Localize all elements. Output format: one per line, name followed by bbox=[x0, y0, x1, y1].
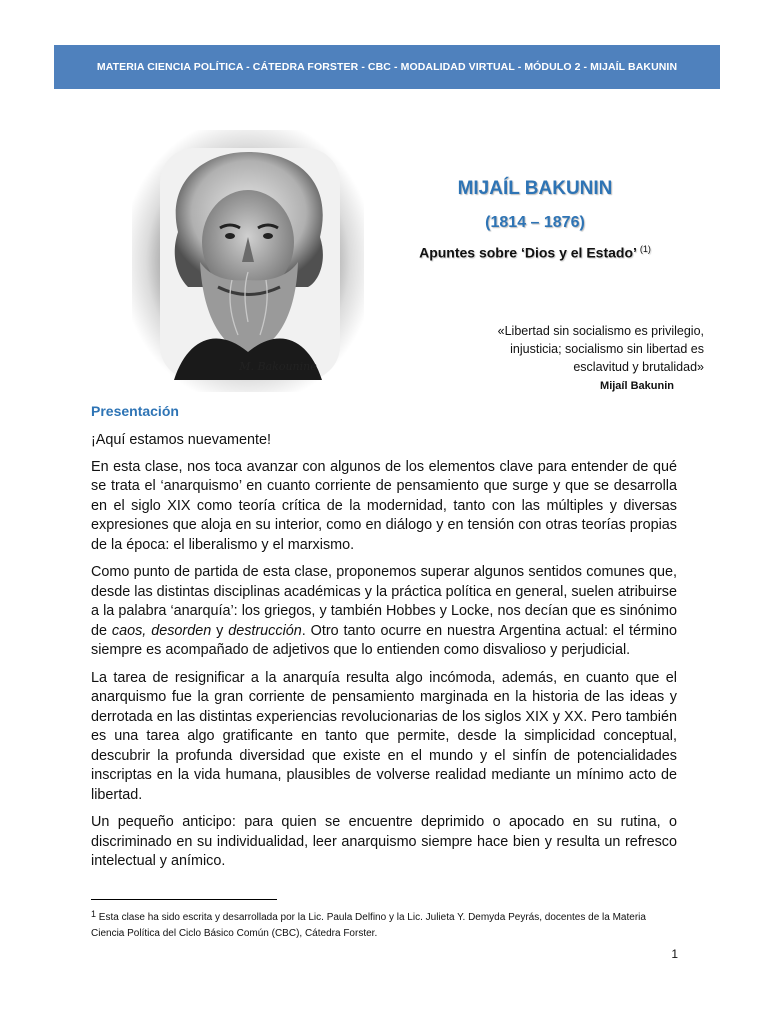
emphasis-text: caos, desorden bbox=[111, 622, 212, 639]
quote-line: injusticia; socialismo sin libertad es bbox=[510, 342, 704, 356]
paragraph-text: y bbox=[211, 622, 229, 639]
paragraph: Un pequeño anticipo: para quien se encuentre deprimido o apocado en su rutina, o discriminado en su individualidad, leer anarquismo siempre hace bien y resulta un refresco intelectual y anímico. bbox=[91, 814, 677, 869]
subtitle-text: Apuntes sobre ‘Dios y el Estado’ bbox=[419, 244, 637, 261]
body-text bbox=[91, 431, 677, 880]
page-header-band bbox=[54, 45, 720, 89]
title-block bbox=[380, 176, 690, 261]
footnote bbox=[91, 906, 681, 942]
author-name-title: MIJAÍL BAKUNIN bbox=[457, 178, 613, 199]
epigraph-quote bbox=[420, 322, 704, 376]
subtitle-footnote-ref[interactable]: (1) bbox=[639, 244, 651, 254]
footnote-text: Esta clase ha sido escrita y desarrollada por la Lic. Paula Delfino y la Lic. Julieta Y. Demyda Peyrás, docentes de la Materia Ciencia Política del Ciclo Básico Común (CBC), Cátedra Forster. bbox=[91, 912, 646, 939]
paragraph bbox=[91, 563, 677, 661]
bakunin-portrait-image bbox=[108, 112, 388, 407]
author-dates: (1814 – 1876) bbox=[485, 214, 585, 231]
page-number: 1 bbox=[671, 947, 678, 961]
paragraph: La tarea de resignificar a la anarquía resulta algo incómoda, además, en cuanto que el anarquismo fue la gran corriente de pensamiento marginada en la historia de las ideas y derrotada en las distintas experiencias revolucionarias de los siglos XIX y XX. Pero también es una tarea algo gratificante en tanto que permite, desde la simplicidad conceptual, descubrir la profunda diversidad que existe en el mundo y el sinfín de potencialidades inscriptas en la vida humana, plausibles de volverse realidad mediante un mínimo acto de libertad. bbox=[91, 669, 677, 803]
document-subtitle bbox=[380, 244, 690, 261]
footnote-marker: 1 bbox=[91, 909, 97, 919]
paragraph-text: . Otro tanto ocurre en nuestra Argentina actual: el término siempre es acompañado de adjetivos que lo entienden como disvalioso y perjudicial. bbox=[91, 622, 677, 658]
quote-author: Mijaíl Bakunin bbox=[600, 380, 674, 392]
paragraph-text: Como punto de partida de esta clase, proponemos superar algunos sentidos comunes que, desde las distintas disciplinas académicas y la práctica política en general, suelen atribuirse a la palabra ‘anarquía’: los griegos, y también Hobbes y Locke, nos decían que es sinónimo de bbox=[91, 564, 677, 639]
quote-line: «Libertad sin socialismo es privilegio, bbox=[497, 324, 704, 338]
header-text: MATERIA CIENCIA POLÍTICA - CÁTEDRA FORSTER - CBC - MODALIDAD VIRTUAL - MÓDULO 2 - MIJAÍL BAKUNIN bbox=[96, 61, 678, 73]
emphasis-text: destrucción bbox=[228, 622, 302, 639]
quote-line: esclavitud y brutalidad» bbox=[573, 360, 704, 374]
section-heading: Presentación bbox=[91, 403, 179, 419]
footnote-separator bbox=[91, 899, 277, 900]
portrait-signature: M. Bakounine bbox=[239, 360, 317, 373]
paragraph: ¡Aquí estamos nuevamente! bbox=[91, 432, 271, 448]
paragraph: En esta clase, nos toca avanzar con algunos de los elementos clave para entender de qué se trata el ‘anarquismo’ en cuanto corriente de pensamiento que surge y que se desarrolla en el siglo XIX como teoría crítica de la modernidad, tanto con las múltiples y diversas expresiones que aloja en su interior, como en diálogo y en tensión con otras teorías propias de la época: el liberalismo y el marxismo. bbox=[91, 458, 677, 553]
